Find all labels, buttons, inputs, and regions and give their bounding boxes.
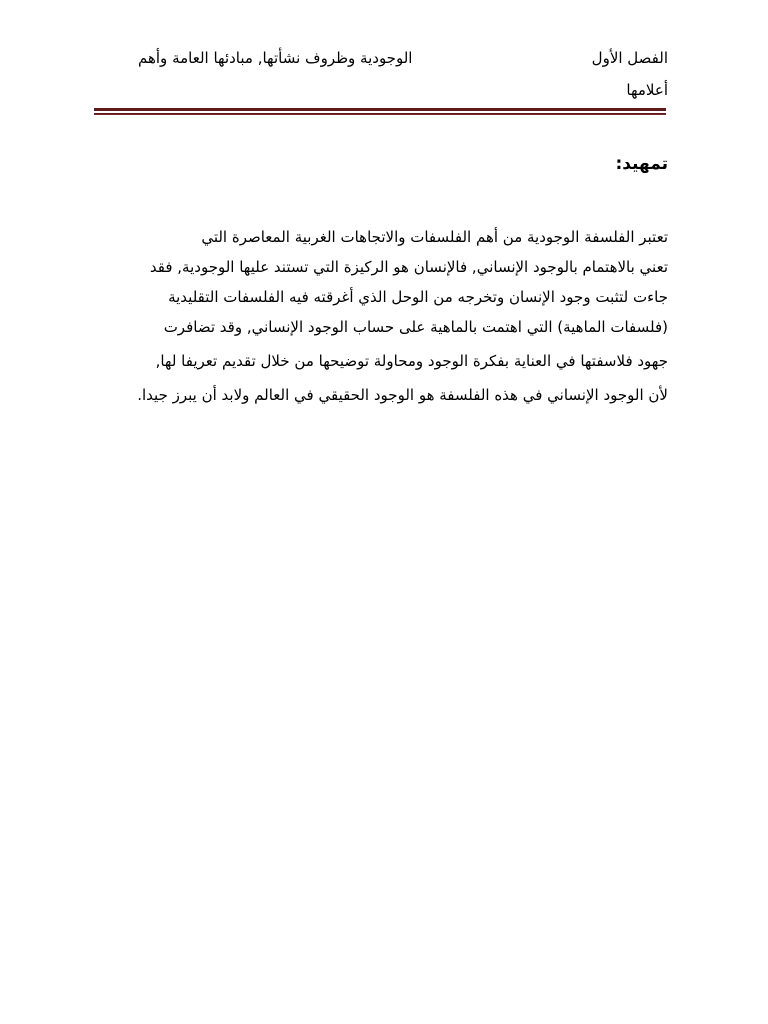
paragraph-line-3: جاءت لتثبت وجود الإنسان وتخرجه من الوحل الذي أغرقته فيه الفلسفات التقليدية	[168, 288, 668, 306]
paragraph-line-1: تعتبر الفلسفة الوجودية من أهم الفلسفات والاتجاهات الغربية المعاصرة التي	[201, 228, 668, 246]
chapter-title: الوجودية وظروف نشأتها, مبادئها العامة وأهم	[138, 49, 413, 67]
paragraph-line-4: (فلسفات الماهية) التي اهتمت بالماهية على حساب الوجود الإنساني, وقد تضافرت	[163, 318, 668, 336]
paragraph-line-6: لأن الوجود الإنساني في هذه الفلسفة هو الوجود الحقيقي في العالم ولابد أن يبرز جيدا.	[137, 386, 668, 404]
chapter-title-continuation: أعلامها	[626, 81, 668, 99]
header-divider	[94, 108, 666, 114]
chapter-label: الفصل الأول	[591, 49, 668, 67]
paragraph-line-2: تعني بالاهتمام بالوجود الإنساني, فالإنسان هو الركيزة التي تستند عليها الوجودية, فقد	[149, 258, 668, 276]
paragraph-line-5: جهود فلاسفتها في العناية بفكرة الوجود ومحاولة توضيحها من خلال تقديم تعريفا لها,	[155, 352, 668, 370]
section-heading: تمهيد:	[615, 154, 668, 174]
